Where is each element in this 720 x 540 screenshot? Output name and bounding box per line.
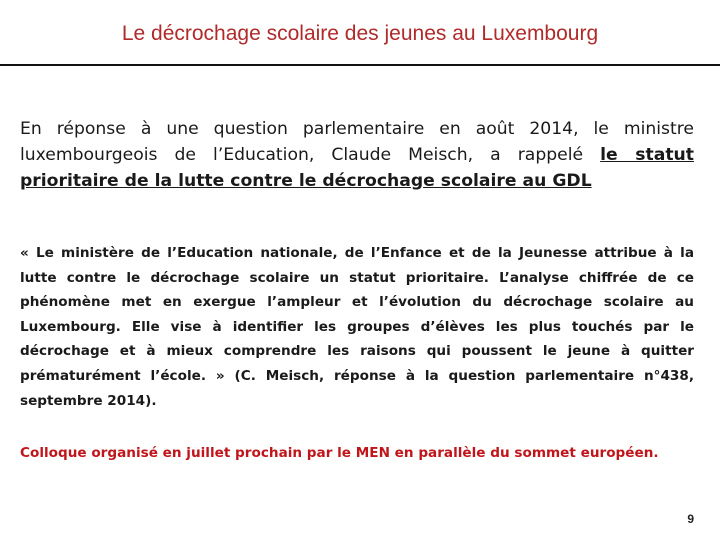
page-number: 9 [687, 512, 694, 526]
title-divider [0, 64, 720, 66]
intro-paragraph [20, 116, 694, 194]
colloquium-note: Colloque organisé en juillet prochain par le MEN en parallèle du sommet européen. [20, 445, 659, 461]
slide-title: Le décrochage scolaire des jeunes au Luxembourg [121, 22, 599, 45]
minister-quote: « Le ministère de l’Education nationale, de l’Enfance et de la Jeunesse attribue à la lutte contre le décrochage scolaire un statut prioritaire. L’analyse chiffrée de ce phénomène met en exergue l’ampleur et l’évolution du décrochage scolaire au Luxembourg. Elle vise à identifier les groupes d’élèves les plus touchés par le décrochage et à mieux comprendre les raisons qui poussent le jeune à quitter prématurément l’école. » (C. Meisch, réponse à la question parlementaire n°438, septembre 2014). [20, 245, 694, 409]
intro-emphasis: le statut prioritaire de la lutte contre le décrochage scolaire au GDL [20, 145, 694, 191]
intro-text: En réponse à une question parlementaire en août 2014, le ministre luxembourgeois de l’Education, Claude Meisch, a rappelé [20, 119, 694, 165]
